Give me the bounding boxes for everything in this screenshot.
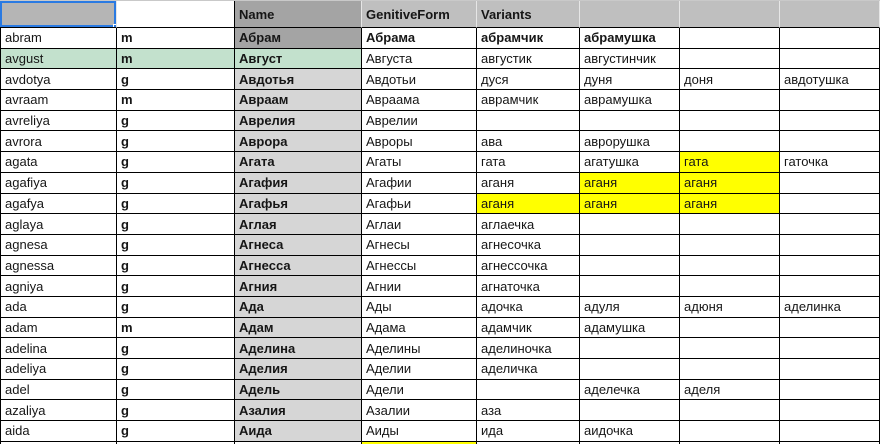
cell-variant-4[interactable] bbox=[780, 256, 880, 277]
cell-variant-2[interactable] bbox=[580, 276, 680, 297]
cell-gender[interactable]: g bbox=[117, 69, 235, 90]
cell-genitive[interactable]: Адама bbox=[362, 318, 477, 339]
cell-genitive[interactable]: Авраама bbox=[362, 90, 477, 111]
cell-variant-4[interactable] bbox=[780, 173, 880, 194]
table-row-avgust bbox=[0, 49, 880, 70]
table-row-abram bbox=[0, 28, 880, 49]
cell-translit[interactable]: avdotya bbox=[0, 69, 117, 90]
cell-translit[interactable]: abram bbox=[0, 28, 117, 49]
table-row-agafiya bbox=[0, 173, 880, 194]
cell-variant-2[interactable]: адамушка bbox=[580, 318, 680, 339]
cell-gender[interactable]: m bbox=[117, 28, 235, 49]
cell-gender[interactable]: m bbox=[117, 49, 235, 70]
cell-genitive[interactable]: Агнессы bbox=[362, 256, 477, 277]
cell-variant-2[interactable]: августинчик bbox=[580, 49, 680, 70]
table-row-agniya bbox=[0, 276, 880, 297]
cell-variant-4[interactable] bbox=[780, 380, 880, 401]
cell-variant-3[interactable] bbox=[680, 131, 780, 152]
cell-genitive[interactable]: Аврелии bbox=[362, 111, 477, 132]
selection-fill-handle[interactable] bbox=[113, 24, 117, 28]
cell-variant-1[interactable]: аделиночка bbox=[477, 338, 580, 359]
cell-variant-1[interactable] bbox=[477, 380, 580, 401]
cell-gender[interactable]: g bbox=[117, 131, 235, 152]
cell-translit[interactable]: adel bbox=[0, 380, 117, 401]
cell-name[interactable]: Авдотья bbox=[235, 69, 362, 90]
table-row-adeliya bbox=[0, 359, 880, 380]
cell-variant-2[interactable]: аидочка bbox=[580, 421, 680, 442]
cell-translit[interactable]: agniya bbox=[0, 276, 117, 297]
cell-variant-2[interactable] bbox=[580, 359, 680, 380]
cell-genitive[interactable]: Агаты bbox=[362, 152, 477, 173]
cell-variant-1[interactable]: абрамчик bbox=[477, 28, 580, 49]
cell-name[interactable]: Агафья bbox=[235, 194, 362, 215]
cell-gender[interactable]: g bbox=[117, 173, 235, 194]
cell-name[interactable]: Азалия bbox=[235, 400, 362, 421]
cell-variant-4[interactable] bbox=[780, 194, 880, 215]
table-row-agata bbox=[0, 152, 880, 173]
cell-variant-1[interactable]: ава bbox=[477, 131, 580, 152]
cell-variant-3[interactable] bbox=[680, 111, 780, 132]
table-row-agnesa bbox=[0, 235, 880, 256]
cell-variant-4[interactable]: гаточка bbox=[780, 152, 880, 173]
cell-variant-3[interactable]: аделя bbox=[680, 380, 780, 401]
cell-gender[interactable]: g bbox=[117, 111, 235, 132]
cell-variant-1[interactable]: аганя bbox=[477, 194, 580, 215]
cell-name[interactable]: Агния bbox=[235, 276, 362, 297]
cell-variant-3[interactable] bbox=[680, 318, 780, 339]
cell-variant-3[interactable]: аганя bbox=[680, 194, 780, 215]
cell-variant-1[interactable]: агнаточка bbox=[477, 276, 580, 297]
cell-genitive[interactable]: Ады bbox=[362, 297, 477, 318]
table-row-avdotya bbox=[0, 69, 880, 90]
cell-translit[interactable]: avrora bbox=[0, 131, 117, 152]
cell-variant-2[interactable] bbox=[580, 214, 680, 235]
cell-variant-1[interactable]: гата bbox=[477, 152, 580, 173]
cell-gender[interactable]: g bbox=[117, 152, 235, 173]
cell-variant-4[interactable] bbox=[780, 90, 880, 111]
table-row-adel bbox=[0, 380, 880, 401]
column-header-variants[interactable]: Variants bbox=[477, 1, 580, 28]
cell-variant-3[interactable]: адюня bbox=[680, 297, 780, 318]
cell-variant-3[interactable] bbox=[680, 49, 780, 70]
cell-variant-1[interactable]: ида bbox=[477, 421, 580, 442]
cell-genitive[interactable]: Адели bbox=[362, 380, 477, 401]
cell-genitive[interactable]: Азалии bbox=[362, 400, 477, 421]
cell-variant-2[interactable]: аврорушка bbox=[580, 131, 680, 152]
cell-variant-3[interactable] bbox=[680, 359, 780, 380]
cell-variant-4[interactable] bbox=[780, 235, 880, 256]
column-header-h[interactable] bbox=[780, 1, 880, 28]
cell-variant-2[interactable]: дуня bbox=[580, 69, 680, 90]
cell-name[interactable]: Аделина bbox=[235, 338, 362, 359]
cell-genitive[interactable]: Агафии bbox=[362, 173, 477, 194]
cell-name[interactable]: Адам bbox=[235, 318, 362, 339]
cell-name[interactable]: Агата bbox=[235, 152, 362, 173]
cell-gender[interactable]: g bbox=[117, 214, 235, 235]
cell-name[interactable]: Агнеса bbox=[235, 235, 362, 256]
cell-gender[interactable]: g bbox=[117, 194, 235, 215]
cell-a1-selected[interactable] bbox=[0, 1, 117, 28]
selection-outline bbox=[0, 1, 116, 27]
cell-gender[interactable]: g bbox=[117, 297, 235, 318]
table-body bbox=[0, 28, 880, 442]
cell-gender[interactable]: g bbox=[117, 359, 235, 380]
cell-name[interactable]: Агафия bbox=[235, 173, 362, 194]
table-row-agafya bbox=[0, 194, 880, 215]
cell-variant-3[interactable] bbox=[680, 276, 780, 297]
cell-variant-4[interactable] bbox=[780, 318, 880, 339]
cell-gender[interactable]: g bbox=[117, 421, 235, 442]
cell-genitive[interactable]: Авдотьи bbox=[362, 69, 477, 90]
cell-genitive[interactable]: Абрама bbox=[362, 28, 477, 49]
cell-genitive[interactable]: Аиды bbox=[362, 421, 477, 442]
table-row-ada bbox=[0, 297, 880, 318]
cell-variant-3[interactable] bbox=[680, 338, 780, 359]
cell-variant-2[interactable] bbox=[580, 256, 680, 277]
cell-gender[interactable]: g bbox=[117, 400, 235, 421]
cell-variant-2[interactable] bbox=[580, 338, 680, 359]
cell-variant-4[interactable] bbox=[780, 421, 880, 442]
cell-variant-1[interactable]: августик bbox=[477, 49, 580, 70]
cell-translit[interactable]: azaliya bbox=[0, 400, 117, 421]
cell-name[interactable]: Ада bbox=[235, 297, 362, 318]
cell-gender[interactable]: m bbox=[117, 90, 235, 111]
cell-translit[interactable]: ada bbox=[0, 297, 117, 318]
cell-variant-3[interactable] bbox=[680, 235, 780, 256]
cell-name[interactable]: Аврелия bbox=[235, 111, 362, 132]
table-row-avreliya bbox=[0, 111, 880, 132]
cell-gender[interactable]: g bbox=[117, 338, 235, 359]
cell-variant-3[interactable] bbox=[680, 28, 780, 49]
column-header-f[interactable] bbox=[580, 1, 680, 28]
cell-variant-4[interactable]: аделинка bbox=[780, 297, 880, 318]
cell-variant-4[interactable] bbox=[780, 131, 880, 152]
cell-genitive[interactable]: Агнесы bbox=[362, 235, 477, 256]
cell-variant-2[interactable]: аделечка bbox=[580, 380, 680, 401]
cell-gender[interactable]: m bbox=[117, 318, 235, 339]
table-row-avrora bbox=[0, 131, 880, 152]
cell-variant-3[interactable] bbox=[680, 421, 780, 442]
cell-variant-1[interactable]: адамчик bbox=[477, 318, 580, 339]
table-row-avraam bbox=[0, 90, 880, 111]
cell-variant-3[interactable]: аганя bbox=[680, 173, 780, 194]
cell-gender[interactable]: g bbox=[117, 235, 235, 256]
cell-name[interactable]: Адель bbox=[235, 380, 362, 401]
table-row-adelina bbox=[0, 338, 880, 359]
cell-translit[interactable]: agata bbox=[0, 152, 117, 173]
cell-variant-1[interactable] bbox=[477, 111, 580, 132]
table-row-aglaya bbox=[0, 214, 880, 235]
cell-variant-4[interactable] bbox=[780, 49, 880, 70]
cell-variant-1[interactable]: аврамчик bbox=[477, 90, 580, 111]
cell-variant-4[interactable] bbox=[780, 359, 880, 380]
cell-variant-1[interactable]: адочка bbox=[477, 297, 580, 318]
cell-translit[interactable]: avreliya bbox=[0, 111, 117, 132]
cell-variant-2[interactable]: аганя bbox=[580, 194, 680, 215]
cell-translit[interactable]: agnesa bbox=[0, 235, 117, 256]
cell-translit[interactable]: avgust bbox=[0, 49, 117, 70]
cell-variant-1[interactable]: аделичка bbox=[477, 359, 580, 380]
cell-genitive[interactable]: Агнии bbox=[362, 276, 477, 297]
cell-variant-1[interactable]: агнессочка bbox=[477, 256, 580, 277]
cell-gender[interactable]: g bbox=[117, 256, 235, 277]
cell-variant-4[interactable]: авдотушка bbox=[780, 69, 880, 90]
cell-variant-4[interactable] bbox=[780, 400, 880, 421]
cell-variant-4[interactable] bbox=[780, 338, 880, 359]
cell-variant-2[interactable]: абрамушка bbox=[580, 28, 680, 49]
cell-variant-2[interactable] bbox=[580, 235, 680, 256]
cell-name[interactable]: Аделия bbox=[235, 359, 362, 380]
table-row-adam bbox=[0, 318, 880, 339]
column-header-g[interactable] bbox=[680, 1, 780, 28]
cell-translit[interactable]: agnessa bbox=[0, 256, 117, 277]
cell-variant-4[interactable] bbox=[780, 214, 880, 235]
cell-variant-3[interactable]: доня bbox=[680, 69, 780, 90]
cell-translit[interactable]: aida bbox=[0, 421, 117, 442]
cell-variant-3[interactable] bbox=[680, 400, 780, 421]
spreadsheet-header-row bbox=[0, 0, 880, 28]
cell-genitive[interactable]: Августа bbox=[362, 49, 477, 70]
cell-variant-1[interactable]: дуся bbox=[477, 69, 580, 90]
cell-variant-3[interactable] bbox=[680, 90, 780, 111]
cell-genitive[interactable]: Аглаи bbox=[362, 214, 477, 235]
cell-name[interactable]: Агнесса bbox=[235, 256, 362, 277]
cell-variant-2[interactable] bbox=[580, 111, 680, 132]
table-row-agnessa bbox=[0, 256, 880, 277]
cell-translit[interactable]: adelina bbox=[0, 338, 117, 359]
cell-variant-2[interactable]: аганя bbox=[580, 173, 680, 194]
cell-variant-2[interactable]: агатушка bbox=[580, 152, 680, 173]
cell-variant-2[interactable]: аврамушка bbox=[580, 90, 680, 111]
cell-variant-1[interactable]: аганя bbox=[477, 173, 580, 194]
cell-name[interactable]: Абрам bbox=[235, 28, 362, 49]
cell-name[interactable]: Аврора bbox=[235, 131, 362, 152]
cell-gender[interactable]: g bbox=[117, 380, 235, 401]
cell-translit[interactable]: agafya bbox=[0, 194, 117, 215]
cell-variant-3[interactable]: гата bbox=[680, 152, 780, 173]
cell-translit[interactable]: adam bbox=[0, 318, 117, 339]
cell-genitive[interactable]: Аделии bbox=[362, 359, 477, 380]
cell-genitive[interactable]: Аделины bbox=[362, 338, 477, 359]
cell-translit[interactable]: adeliya bbox=[0, 359, 117, 380]
cell-variant-4[interactable] bbox=[780, 28, 880, 49]
cell-b1[interactable] bbox=[117, 1, 235, 28]
cell-gender[interactable]: g bbox=[117, 276, 235, 297]
cell-name[interactable]: Август bbox=[235, 49, 362, 70]
cell-variant-2[interactable]: адуля bbox=[580, 297, 680, 318]
cell-variant-3[interactable] bbox=[680, 256, 780, 277]
cell-genitive[interactable]: Авроры bbox=[362, 131, 477, 152]
cell-variant-2[interactable] bbox=[580, 400, 680, 421]
cell-genitive[interactable]: Агафьи bbox=[362, 194, 477, 215]
cell-translit[interactable]: aglaya bbox=[0, 214, 117, 235]
cell-name[interactable]: Аида bbox=[235, 421, 362, 442]
cell-name[interactable]: Аглая bbox=[235, 214, 362, 235]
column-header-name[interactable]: Name bbox=[235, 1, 362, 28]
cell-translit[interactable]: avraam bbox=[0, 90, 117, 111]
table-row-azaliya bbox=[0, 400, 880, 421]
cell-variant-1[interactable]: аглаечка bbox=[477, 214, 580, 235]
column-header-genitiveform[interactable]: GenitiveForm bbox=[362, 1, 477, 28]
cell-variant-1[interactable]: агнесочка bbox=[477, 235, 580, 256]
cell-name[interactable]: Авраам bbox=[235, 90, 362, 111]
cell-variant-3[interactable] bbox=[680, 214, 780, 235]
cell-variant-4[interactable] bbox=[780, 111, 880, 132]
table-row-aida bbox=[0, 421, 880, 442]
cell-variant-4[interactable] bbox=[780, 276, 880, 297]
cell-translit[interactable]: agafiya bbox=[0, 173, 117, 194]
cell-variant-1[interactable]: аза bbox=[477, 400, 580, 421]
